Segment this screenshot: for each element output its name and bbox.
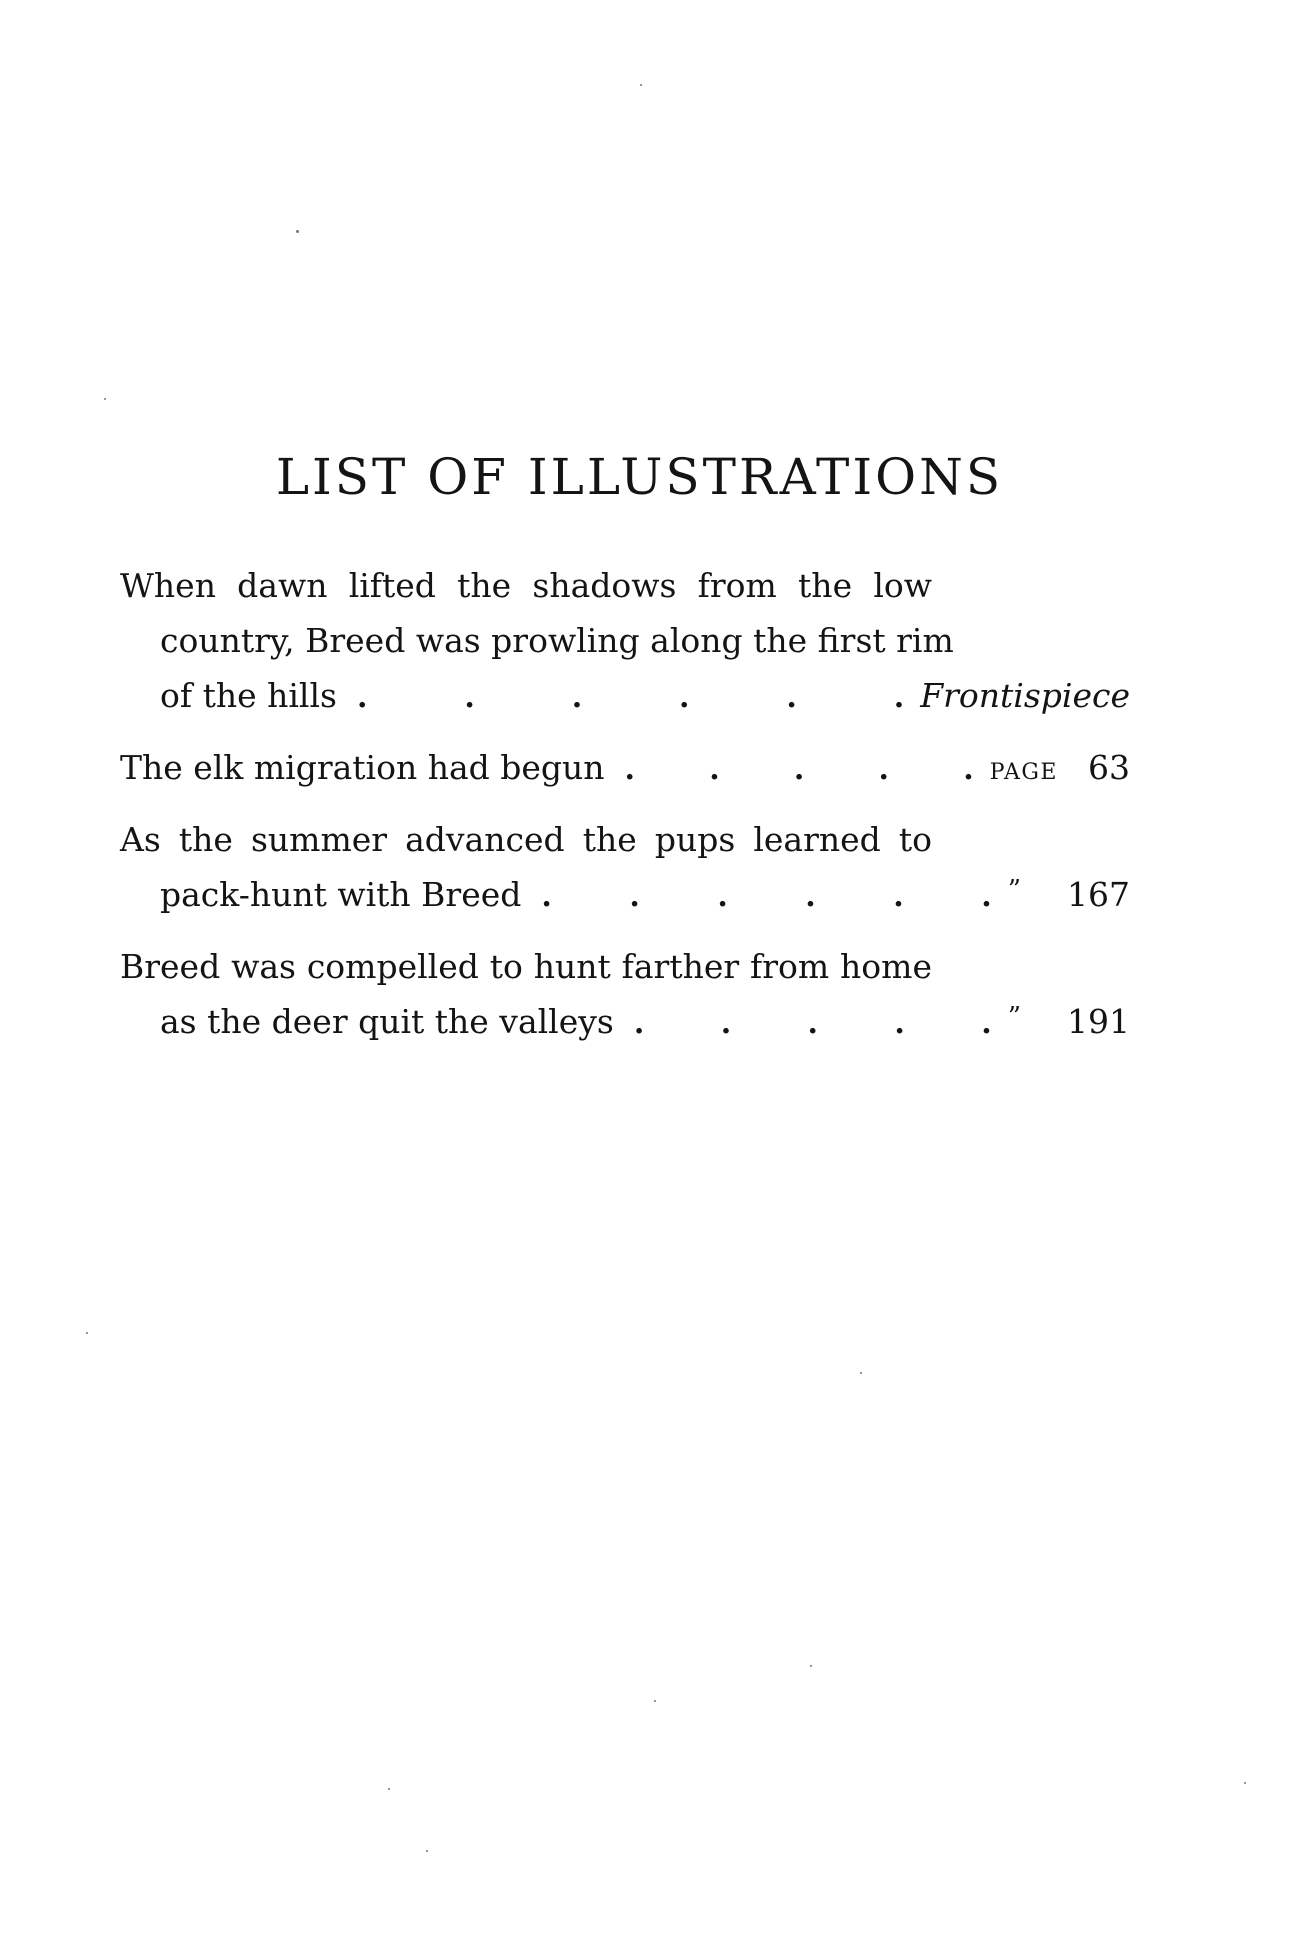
entry-3-line-1: As the summer advanced the pups learned to [120, 820, 932, 859]
page-title-text: LIST OF ILLUSTRATIONS [275, 448, 1004, 506]
entry-2-page-ref [990, 740, 1130, 800]
entry-3-line-2 [120, 867, 1130, 922]
page-number: 191 [1067, 1002, 1130, 1041]
entry-1-line-1: When dawn lifted the shadows from the low [120, 566, 932, 605]
entry-2-line-1 [120, 740, 1130, 795]
illustrations-list [120, 558, 1130, 1049]
scan-speck [86, 1332, 88, 1334]
entry-4-line-2 [120, 994, 1130, 1049]
entry-2-caption: The elk migration had begun [120, 748, 605, 787]
ditto-mark: ” [1007, 1002, 1021, 1032]
dot-leader: . . . . . [624, 752, 974, 787]
page-title [0, 448, 1297, 506]
illustration-entry-1 [120, 558, 1130, 723]
scan-speck [1244, 1782, 1246, 1784]
illustration-entry-2 [120, 740, 1130, 795]
entry-4-page-ref [1008, 994, 1130, 1053]
dot-leader: . . . . . [633, 1006, 992, 1041]
entry-1-line-3 [120, 668, 1130, 723]
scan-speck [654, 1700, 656, 1702]
dot-leader: . . . . . . [541, 879, 992, 914]
entry-1-page-ref [920, 668, 1130, 723]
entry-1-caption-end: of the hills [160, 676, 337, 715]
scan-speck [426, 1850, 428, 1852]
illustration-entry-3 [120, 812, 1130, 922]
entry-4-caption-end: as the deer quit the valleys [160, 1002, 614, 1041]
scan-speck [388, 1788, 390, 1790]
entry-4-line-1: Breed was compelled to hunt farther from home [120, 947, 932, 986]
illustration-entry-4 [120, 939, 1130, 1049]
frontispiece-label: Frontispiece [920, 676, 1130, 715]
dot-leader: . . . . . . [356, 680, 905, 715]
page-number: 63 [1088, 748, 1130, 787]
page-label: PAGE [989, 760, 1058, 785]
scan-speck [296, 230, 299, 233]
scan-speck [810, 1665, 812, 1667]
entry-1-line-2: country, Breed was prowling along the first rim [160, 621, 954, 660]
page-number: 167 [1067, 875, 1130, 914]
entry-3-page-ref [1008, 867, 1130, 926]
scan-speck [860, 1372, 862, 1374]
scan-speck [104, 398, 106, 400]
entry-3-caption-end: pack-hunt with Breed [160, 875, 522, 914]
ditto-mark: ” [1007, 875, 1021, 905]
scan-speck [640, 84, 642, 86]
